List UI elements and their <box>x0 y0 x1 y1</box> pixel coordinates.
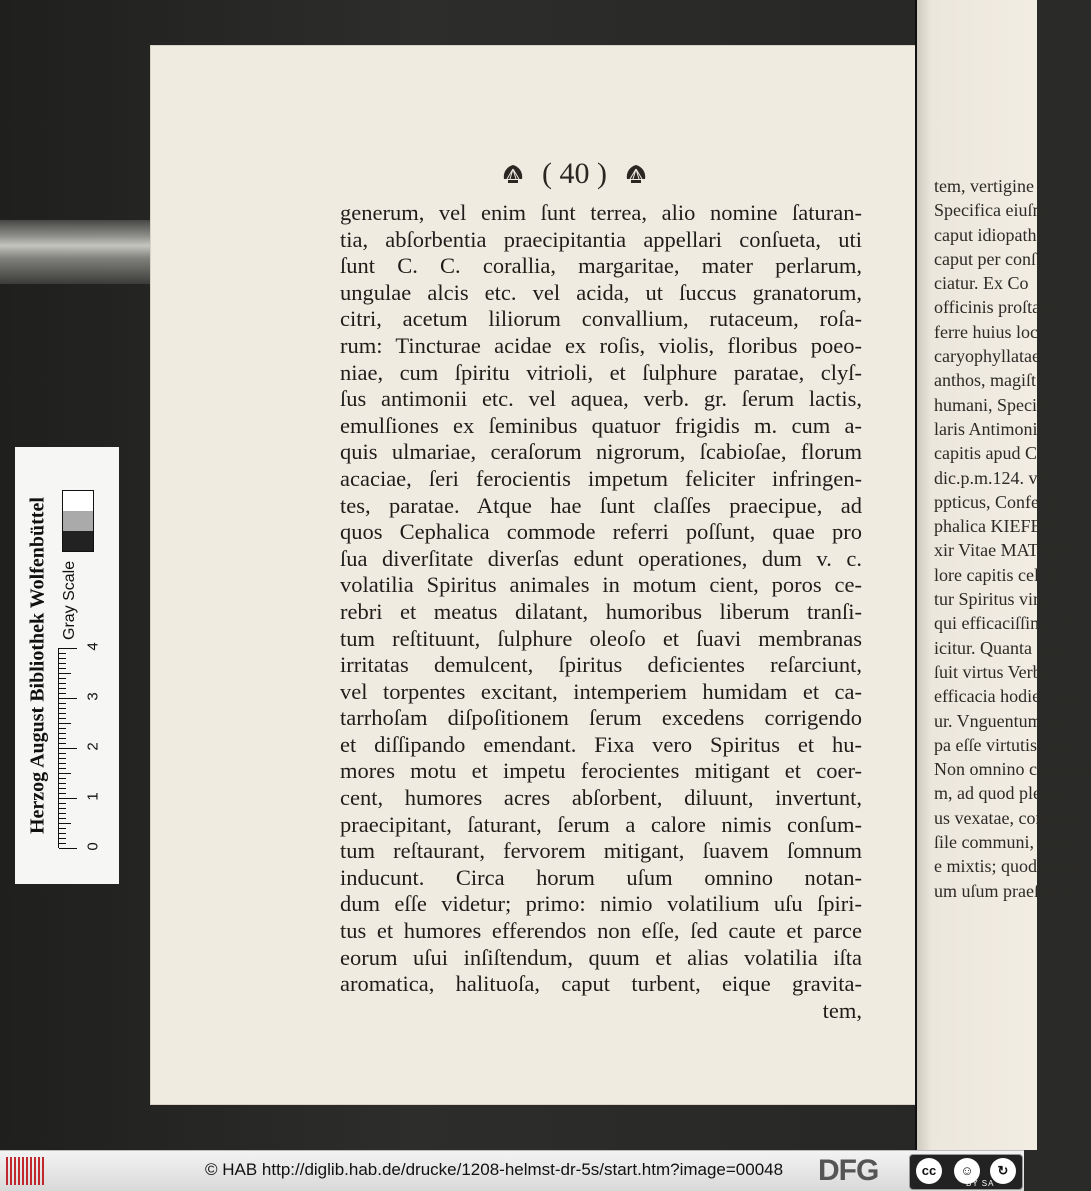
facing-text-line: Non omnino contemn <box>934 759 1091 780</box>
ruler-tick <box>59 803 66 804</box>
text-line: niae, cum ſpiritu vitrioli, et ſulphure paratae, clyſ- <box>340 359 862 385</box>
ruler-tick <box>59 843 66 844</box>
ruler-tick <box>59 798 77 799</box>
text-line: eorum uſui inſiſtendum, quum et alias volatilia iſta <box>340 944 862 970</box>
ruler-tick <box>59 688 66 689</box>
facing-text-line: caput per conſ <box>934 248 1036 269</box>
text-line: praecipitant, ſaturant, ſerum a calore nimis conſum- <box>340 811 862 837</box>
facing-text-line: um uſum praeſtat; P <box>934 880 1077 901</box>
text-line: citri, acetum liliorum convallium, rutaceum, roſa- <box>340 306 862 332</box>
text-line: mores motu et impetu ferocientes mitigant et coer- <box>340 758 862 784</box>
ruler-tick <box>59 728 66 729</box>
text-line: tarrhoſam diſpoſitionem ſerum excedens corrigendo <box>340 705 862 731</box>
ruler-tick <box>59 758 66 759</box>
text-line: ſua diverſitate diverſas edunt operationes, dum v. c. <box>340 545 862 571</box>
facing-text-line: dic.p.m.124. vid <box>934 467 1052 488</box>
ruler-number: 1 <box>84 792 102 801</box>
ruler-tick <box>59 708 66 709</box>
facing-text-line: ciatur. Ex Co <box>934 273 1029 294</box>
page-text <box>340 200 862 1024</box>
text-line: generum, vel enim ſunt terrea, alio nomine ſaturan- <box>340 200 862 225</box>
ruler-tick <box>59 693 66 694</box>
ruler-tick <box>59 743 66 744</box>
facing-text-line: icitur. Quanta olim <box>934 637 1070 658</box>
text-line: inducunt. Circa horum uſum omnino notan- <box>340 864 862 890</box>
ruler-tick <box>59 753 66 754</box>
ruler-tick <box>59 763 66 764</box>
facing-page-text <box>934 174 1091 903</box>
text-line: tia, abſorbentia praecipitantia appellari conſueta, uti <box>340 226 862 252</box>
facing-text-line: pa eſſe virtutis, prae <box>934 734 1077 755</box>
cc-license-badge[interactable] <box>909 1154 1023 1190</box>
facing-text-line: anthos, magiſt <box>934 370 1036 391</box>
facing-text-line: caryophyllatae, <box>934 346 1045 367</box>
facing-text-line: officinis proſtant <box>934 297 1055 318</box>
ruler-tick <box>59 748 77 749</box>
dfg-logo[interactable]: DFG <box>818 1154 879 1187</box>
ruler-tick <box>59 658 66 659</box>
facing-text-line: ppticus, Confectio <box>934 491 1066 512</box>
text-line: emulſiones ex ſeminibus quatuor frigidis m. cum a- <box>340 412 862 438</box>
ornament-left-icon <box>500 163 526 185</box>
text-line: tum reſtituunt, ſulphure oleoſo et ſuavi membranas <box>340 625 862 651</box>
ruler-tick <box>59 808 66 809</box>
text-line: rum: Tincturae acidae ex roſis, violis, floribus poeo- <box>340 332 862 358</box>
text-line: volatilia Spiritus animales in motum cient, poros ce- <box>340 572 862 598</box>
ruler-tick <box>59 793 66 794</box>
facing-text-line: m, ad quod plerae <box>934 783 1063 804</box>
facing-text-line: laris Antimonii, <box>934 418 1048 439</box>
text-line: quis ulmariae, ceraſorum nigrorum, ſcabioſae, florum <box>340 439 862 465</box>
ruler-tick <box>59 703 66 704</box>
ruler-tick <box>59 828 66 829</box>
text-line: et diſſipando emendant. Fixa vero Spiritus et hu- <box>340 731 862 757</box>
barcode-icon <box>6 1157 48 1185</box>
ruler-tick <box>59 683 66 684</box>
facing-text-line: Specifica eiuſm <box>934 200 1047 221</box>
ruler-tick <box>59 768 66 769</box>
cc-icon: cc <box>916 1158 942 1184</box>
facing-text-line: humani, Specifi <box>934 394 1048 415</box>
ruler-tick <box>59 678 66 679</box>
text-line: aromatica, halituoſa, caput turbent, eique gravita- <box>340 971 862 997</box>
text-line: tus et humores efferendos non eſſe, ſed caute et parce <box>340 918 862 944</box>
ruler-tick <box>59 653 66 654</box>
footer-bar <box>0 1150 1024 1191</box>
ruler <box>58 642 102 851</box>
ruler-tick <box>59 823 71 824</box>
facing-text-line: capitis apud Cl. <box>934 443 1047 464</box>
ruler-tick <box>59 848 77 849</box>
facing-text-line: e mixtis; quod fronti <box>934 856 1082 877</box>
ruler-tick <box>59 718 66 719</box>
library-name: Herzog August Bibliothek Wolfenbüttel <box>26 497 49 835</box>
ruler-tick <box>59 673 71 674</box>
facing-text-line: qui efficaciſſimos d <box>934 613 1074 634</box>
ruler-tick <box>59 833 66 834</box>
by-icon: ☺ <box>954 1158 980 1184</box>
text-line: ſus antimonii etc. vel aquea, verb. gr. ſerum lactis, <box>340 386 862 412</box>
ruler-tick <box>59 668 66 669</box>
ruler-tick <box>59 773 71 774</box>
ruler-tick <box>59 813 66 814</box>
ruler-number: 4 <box>84 642 102 651</box>
facing-text-line: ſuit virtus Verbe <box>934 661 1050 682</box>
text-line: rebri et meatus dilatant, humoribus liberum tranſi- <box>340 598 862 624</box>
text-line: quos Cephalica commode referri poſſunt, quae pro <box>340 519 862 545</box>
facing-text-line: ur. Vnguentum ala <box>934 710 1068 731</box>
page-number: ( 40 ) <box>542 157 607 190</box>
sa-icon: ↻ <box>990 1158 1016 1184</box>
text-line: tum reſtaurant, fervorem mitigant, ſuavem ſomnum <box>340 838 862 864</box>
facing-text-line: lore capitis celebra <box>934 564 1070 585</box>
facing-text-line: caput idiopath <box>934 224 1037 245</box>
facing-text-line: tur Spiritus vini <box>934 589 1048 610</box>
ruler-tick <box>59 738 66 739</box>
ruler-number: 3 <box>84 692 102 701</box>
facing-text-line: ferre huius loci <box>934 321 1043 342</box>
ruler-tick <box>59 838 66 839</box>
ruler-tick <box>59 663 66 664</box>
text-line: dum eſſe videtur; primo: nimio volatilium uſu ſpiri- <box>340 891 862 917</box>
ruler-tick <box>59 713 66 714</box>
text-line: ſunt C. C. corallia, margaritae, mater perlarum, <box>340 253 862 279</box>
ornament-right-icon <box>623 163 649 185</box>
facing-text-line: ſile communi, bacci <box>934 832 1077 853</box>
gray-scale-swatch <box>62 490 94 552</box>
ruler-tick <box>59 733 66 734</box>
ruler-tick <box>59 648 77 649</box>
ruler-number: 0 <box>84 842 102 851</box>
text-line: irritatas demulcent, ſpiritus deficientes reſarciunt, <box>340 652 862 678</box>
ruler-tick <box>59 723 71 724</box>
page-header <box>500 154 710 194</box>
ruler-tick <box>59 788 66 789</box>
copyright-link[interactable]: © HAB http://diglib.hab.de/drucke/1208-helmst-dr-5s/start.htm?image=00048 <box>205 1160 784 1179</box>
ruler-tick <box>59 783 66 784</box>
facing-text-line: us vexatae, confugiu <box>934 807 1083 828</box>
facing-text-line: xir Vitae MATHIO <box>934 540 1071 561</box>
text-line: cent, humores acres abſorbent, diluunt, invertunt, <box>340 785 862 811</box>
ruler-tick <box>59 778 66 779</box>
text-line: vel torpentes excitant, intemperiem humidam et ca- <box>340 678 862 704</box>
facing-text-line: efficacia hodie a ple <box>934 686 1080 707</box>
license-text: BY SA <box>966 1179 995 1188</box>
text-line: tem, <box>822 997 862 1023</box>
text-line: acaciae, ſeri ferocientis impetum feliciter infringen- <box>340 465 862 491</box>
ruler-number: 2 <box>84 742 102 751</box>
ruler-tick <box>59 818 66 819</box>
ruler-tick <box>59 698 77 699</box>
facing-text-line: phalica KIEFERI <box>934 516 1060 537</box>
text-line: ungulae alcis etc. vel acida, ut ſuccus granatorum, <box>340 279 862 305</box>
facing-text-line: tem, vertigine <box>934 176 1034 196</box>
text-line: tes, paratae. Atque hae ſunt claſſes praecipue, ad <box>340 492 862 518</box>
gray-scale-label: Gray Scale <box>61 560 78 640</box>
